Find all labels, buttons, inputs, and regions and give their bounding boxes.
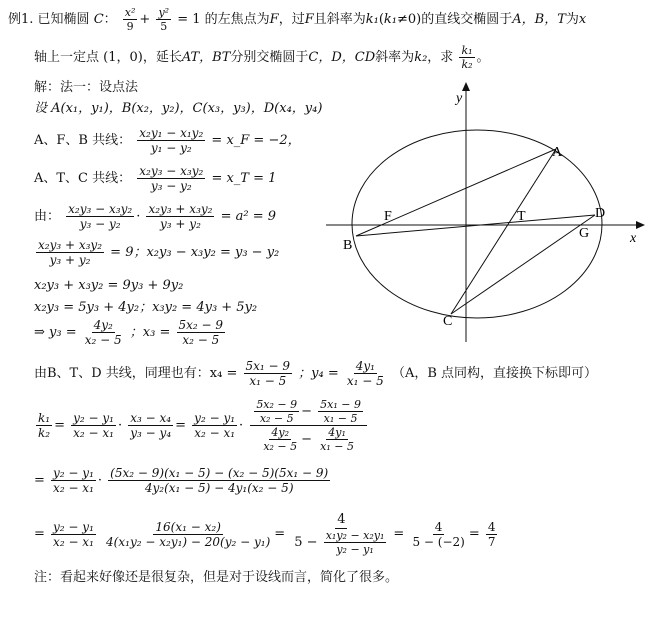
afb-collinear-line: A、F、B 共线： $\frac{\text{x₂y₁ − x₁y₂}}{\text{y₁ − y₂}}$ = x_F = −2， xyxy=(34,126,301,155)
ratio3-frac-c: 4 5 − $\frac{\text{x₁y₂ − x₂y₁}}{\text{y₂ − y₁}}$ xyxy=(294,512,385,556)
atc-fraction: $\frac{\text{x₂y₃ − x₃y₂}}{\text{y₃ − y₂}}$ xyxy=(139,164,204,193)
ratio2-frac-a: $\frac{\text{y₂ − y₁}}{\text{x₂ − x₁}}$ xyxy=(53,466,94,495)
result-fraction: $\frac{4}{7}$ xyxy=(487,519,496,549)
problem-intro: 例1. 已知椭圆 xyxy=(8,12,90,27)
compound-fraction: $\frac{\text{5x₂ − 9}}{\text{x₂ − 5}}$ − $\frac{\text{5x₁ − 9}}{\text{x₁ − 5}}$ $\frac{\text{4y₂}}{\text{x₂ − 5}}$ − $\frac{\text{4y₁}}{\text{x₁ − 5}}$ xyxy=(250,398,367,453)
product-fraction-1: $\frac{\text{x₂y₃ − x₃y₂}}{\text{y₃ − y₂}}$ xyxy=(68,202,133,231)
point-d-label: D xyxy=(595,206,606,221)
y3-fraction: $\frac{\text{4y₂}}{\text{x₂ − 5}}$ xyxy=(84,318,122,347)
ratio3-frac-d: $\frac{4}{5 - (-2)}$ xyxy=(412,519,465,549)
afb-fraction: $\frac{\text{x₂y₁ − x₁y₂}}{\text{y₁ − y₂}}$ xyxy=(139,126,204,155)
problem-line-2: 轴上一定点 (1，0)，延长AT，BT分别交椭圆于C，D，CD斜率为k₂，求 $\frac{\text{k₁}}{\text{k₂}}$ 。 xyxy=(34,44,490,71)
point-b-label: B xyxy=(343,238,353,253)
product-fraction-2: $\frac{\text{x₂y₃ + x₃y₂}}{\text{y₃ + y₂}}$ xyxy=(148,202,213,231)
x-axis-arrow xyxy=(636,221,645,229)
equation-line-6: x₂y₃ + x₃y₂ = 9y₃ + 9y₂ xyxy=(34,278,184,293)
ratio1-frac-c: $\frac{\text{y₂ − y₁}}{\text{x₂ − x₁}}$ xyxy=(194,411,236,440)
x3-fraction: $\frac{\text{5x₂ − 9}}{\text{x₂ − 5}}$ xyxy=(178,318,224,347)
equation-line-8: ⇒ y₃ = $\frac{\text{4y₂}}{\text{x₂ − 5}}$ ；x₃ = $\frac{\text{5x₂ − 9}}{\text{x₂ − 5}}$ xyxy=(34,318,224,347)
problem-line-1: 例1. 已知椭圆 C： $\frac{\text{x²}}{9}$ + $\frac{\text{y²}}{5}$ = 1 的左焦点为F，过F且斜率为k₁(k₁≠0)的直线交椭圆于A，B，T为x xyxy=(8,6,587,33)
product-line: 由： $\frac{\text{x₂y₃ − x₃y₂}}{\text{y₃ − y₂}}$ · $\frac{\text{x₂y₃ + x₃y₂}}{\text{y₃ + y₂}}$ = a² = 9 xyxy=(34,202,277,231)
y-axis-arrow xyxy=(462,82,470,91)
solution-title: 解：法一：设点法 xyxy=(34,80,139,95)
atc-collinear-line: A、T、C 共线： $\frac{\text{x₂y₃ − x₃y₂}}{\text{y₃ − y₂}}$ = x_T = 1 xyxy=(34,164,277,193)
point-c-label: C xyxy=(443,314,453,329)
point-t-label: T xyxy=(517,209,526,224)
equation-line-7: x₂y₃ = 5y₃ + 4y₂；x₃y₂ = 4y₃ + 5y₂ xyxy=(34,300,258,315)
ratio-line-2: = $\frac{\text{y₂ − y₁}}{\text{x₂ − x₁}}$ · $\frac{\text{(5x₂ − 9)(x₁ − 5) − (x₂ − 5)(5x₁ − 9)}}{\text{4y₂(x₁ − 5) − 4y₁(x₂ − 5)}}$ xyxy=(34,466,329,495)
fraction-x2-over-9: $\frac{\text{x²}}{9}$ xyxy=(124,6,136,33)
btd-collinear-line: 由B、T、D 共线，同理也有：x₄ = $\frac{\text{5x₁ − 9}}{\text{x₁ − 5}}$ ；y₄ = $\frac{\text{4y₁}}{\text{x₁ − 5}}$ （A，B 点同构，直接换下标即可） xyxy=(34,359,598,388)
point-a-label: A xyxy=(552,145,563,160)
line-cd xyxy=(451,215,595,314)
fraction-k1-over-k2: $\frac{\text{k₁}}{\text{k₂}}$ xyxy=(461,44,473,71)
set-points-line: 设 A(x₁，y₁)，B(x₂，y₂)，C(x₃，y₃)，D(x₄，y₄) xyxy=(34,101,323,116)
line-ac xyxy=(451,149,556,314)
y-axis-label: y xyxy=(456,91,463,106)
k1-over-k2: $\frac{\text{k₁}}{\text{k₂}}$ xyxy=(38,411,51,440)
ratio1-frac-b: $\frac{\text{x₃ − x₄}}{\text{y₃ − y₄}}$ xyxy=(130,411,172,440)
ratio3-frac-a: $\frac{\text{y₂ − y₁}}{\text{x₂ − x₁}}$ xyxy=(53,519,94,549)
y4-fraction: $\frac{\text{4y₁}}{\text{x₁ − 5}}$ xyxy=(346,359,384,388)
ellipse-figure xyxy=(320,80,655,350)
equation-line-5: $\frac{\text{x₂y₃ + x₃y₂}}{\text{y₃ + y₂}}$ = 9；x₂y₃ − x₃y₂ = y₃ − y₂ xyxy=(38,238,280,267)
ratio3-frac-b: $\frac{\text{16(x₁ − x₂)}}{\text{4(x₁y₂ − x₂y₁) − 20(y₂ − y₁)}}$ xyxy=(106,519,271,549)
point-f-label: F xyxy=(384,209,392,224)
ratio2-frac-b: $\frac{\text{(5x₂ − 9)(x₁ − 5) − (x₂ − 5)(5x₁ − 9)}}{\text{4y₂(x₁ − 5) − 4y₁(x₂ − 5)}}$ xyxy=(110,466,329,495)
note-line: 注：看起来好像还是很复杂，但是对于设线而言，简化了很多。 xyxy=(34,570,399,585)
ratio-line-3: = $\frac{\text{y₂ − y₁}}{\text{x₂ − x₁}}$ $\frac{\text{16(x₁ − x₂)}}{\text{4(x₁y₂ − x₂y₁) − 20(y₂ − y₁)}}$ = 4 5 − $\frac{\text{x₁y₂ − x₂y₁}}{\text{y₂ − y₁}}$ = $\frac{4}{5 - (-2)}$ = $\frac{4}{7}$ xyxy=(34,512,496,556)
x4-fraction: $\frac{\text{5x₁ − 9}}{\text{x₁ − 5}}$ xyxy=(245,359,291,388)
point-g-label: G xyxy=(579,226,590,241)
x-axis-label: x xyxy=(630,231,637,246)
ellipse-curve xyxy=(352,130,602,318)
fraction-y2-over-5: $\frac{\text{y²}}{5}$ xyxy=(158,6,170,33)
ratio-line-1: $\frac{\text{k₁}}{\text{k₂}}$ = $\frac{\text{y₂ − y₁}}{\text{x₂ − x₁}}$ · $\frac{\text{x₃ − x₄}}{\text{y₃ − y₄}}$ = $\frac{\text{y₂ − y₁}}{\text{x₂ − x₁}}$ · $\frac{\text{5x₂ − 9}}{\text{x₂ − 5}}$ − $\frac{\text{5x₁ − 9}}{\text{x₁ − 5}}$ $\frac{\text{4y₂}}{\text{x₂ − 5}}$ − $\frac{\text{4y₁}}{\text{x₁ − 5}}$ xyxy=(34,398,370,453)
line5-fraction: $\frac{\text{x₂y₃ + x₃y₂}}{\text{y₃ + y₂}}$ xyxy=(38,238,103,267)
ratio1-frac-a: $\frac{\text{y₂ − y₁}}{\text{x₂ − x₁}}$ xyxy=(73,411,114,440)
